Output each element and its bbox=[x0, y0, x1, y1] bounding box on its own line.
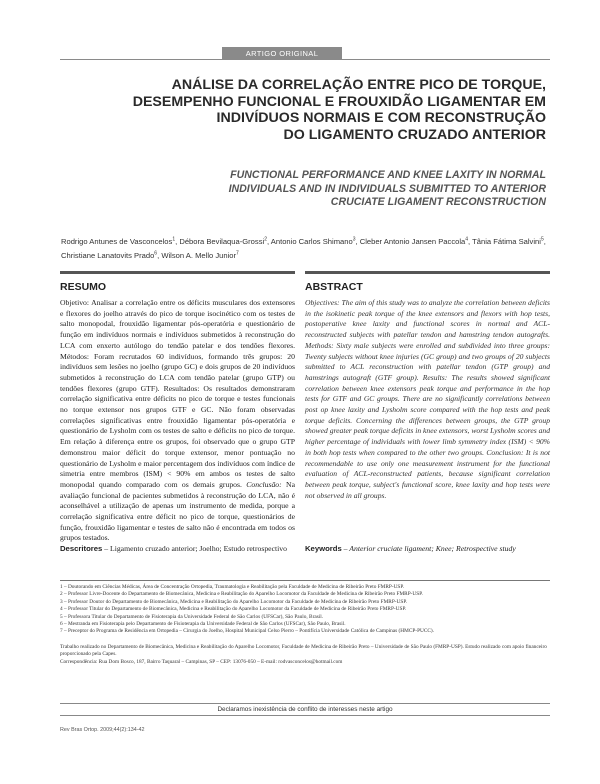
correspondence: Correspondência: Rua Dom Bosco, 187, Bairro Taquaral – Campinas, SP – CEP: 13076-050 – E-mail: rodvasconcelos@hotmail.com bbox=[60, 658, 343, 665]
subtitle-line: FUNCTIONAL PERFORMANCE AND KNEE LAXITY IN NORMAL bbox=[230, 169, 546, 181]
article-title bbox=[60, 77, 546, 143]
conclusion-label: Conclusão: bbox=[246, 479, 282, 489]
author: Rodrigo Antunes de Vasconcelos$^1$, bbox=[61, 236, 178, 246]
author: Cleber Antonio Jansen Paccola$^4$, bbox=[359, 236, 471, 246]
footnote: 4 – Professor Titular do Departamento de Biomecânica, Medicina e Reabilitação do Aparelho Locomotor da Faculdade de Medicina de Ribeirão Preto FMRP-USP. bbox=[60, 606, 407, 613]
work-note: Trabalho realizado no Departamento de Biomecânica, Medicina e Reabilitação do Aparelho Locomotor, Faculdade de Medicina de Ribeirão Preto – Universidade de São Paulo (FMRP-USP). Estudo realizado com apoio financeiro proporcionado pela Capes. bbox=[60, 644, 547, 658]
author-list bbox=[61, 233, 549, 262]
keywords-label: Descritores bbox=[60, 544, 103, 553]
title-line: DO LIGAMENTO CRUZADO ANTERIOR bbox=[283, 126, 546, 143]
keywords-label: Keywords bbox=[305, 544, 342, 553]
keywords-text: – Anterior cruciate ligament; Knee; Retrospective study bbox=[343, 544, 516, 553]
conclusion-text: Na avaliação funcional de pacientes submetidos à reconstrução do LCA, não é aconselhável a utilização de apenas um instrumento de medida, porque a correlação significativa entre déficit no pico de torque, questionários de função, frouxidão ligamentar e testes de salto não é encontrada em todos os grupos testados. bbox=[60, 479, 295, 543]
footnote: 7 – Preceptor do Programa de Residência em Ortopedia – Cirurgia do Joelho, Hospital Municipal Celso Pierro – Pontifícia Universidade Católica de Campinas (HMCP-PUCC). bbox=[60, 628, 434, 635]
journal-reference: Rev Bras Ortop. 2009;44(2):134-42 bbox=[60, 727, 145, 733]
author: Christiane Lanatovits Prado$^6$, bbox=[61, 250, 160, 261]
author: Tânia Fátima Salvini$^5$, bbox=[472, 236, 546, 246]
article-subtitle bbox=[60, 169, 546, 210]
footnote: 3 – Professor Doutor do Departamento de Biomecânica, Medicina e Reabilitação do Aparelho Locomotor da Faculdade de Medicina de Ribeirão Preto FMRP-USP. bbox=[60, 598, 408, 605]
abstract-heading: ABSTRACT bbox=[305, 281, 363, 293]
resumo-text: Objetivo: Analisar a correlação entre os déficits musculares dos extensores e flexores do joelho através do pico de torque isocinético com os testes de salto monopodal, frouxidão ligamentar pós-operatória e questionário de função em indivíduos normais e indivíduos submetidos à reconstrução do LCA com enxerto autólogo do tendão patelar e dos tendões flexores. Métodos: Foram recrutados 60 indivíduos, formando três grupos: 20 indivíduos sem lesões no joelho (grupo GC) e dois grupos de 20 indivíduos submetidos à reconstrução do LCA com tendão patelar (grupo GTP) ou tendões flexores (grupo GTF). Resultados: Os resultados demonstraram correlação significativa entre déficits no pico de torque e testes funcionais no torque extensor nos grupos GTF e GC. Não foram observadas correlações significativas entre frouxidão ligamentar pós-operatória e questionário de Lysholm com os testes de salto e déficits no pico de torque. Em relação à diferença entre os grupos, foi observado que o grupo GTP demonstrou maior déficit do torque extensor, menor pontuação no questionário de Lysholm e maior percentagem dos indivíduos com índice de simetria entre membros (ISM) < 90% em ambos os testes de salto monopodal quando comparado com os demais grupos. bbox=[60, 298, 295, 489]
resumo-body bbox=[60, 298, 295, 544]
footnote: 6 – Mestranda em Fisioterapia pelo Departamento de Fisioterapia da Universidade Federal de São Carlos (UFSCar), São Paulo, Brasil. bbox=[60, 621, 346, 628]
resumo-heading: RESUMO bbox=[60, 281, 107, 293]
abstract-keywords bbox=[305, 544, 550, 555]
abstract-rule bbox=[305, 271, 550, 274]
title-line: INDIVÍDUOS NORMAIS E COM RECONSTRUÇÃO bbox=[216, 110, 546, 126]
footnote: 1 – Doutorando em Ciências Médicas, Área de Concentração Ortopedia, Traumatologia e Reabilitação pela Faculdade de Medicina de Ribeirão Preto FMRP-USP. bbox=[60, 584, 405, 590]
conflict-statement: Declaramos inexistência de conflito de interesses neste artigo bbox=[60, 703, 550, 716]
footnotes bbox=[60, 584, 550, 636]
resumo-keywords bbox=[60, 544, 295, 555]
title-line: DESEMPENHO FUNCIONAL E FROUXIDÃO LIGAMENTAR EM bbox=[132, 93, 546, 110]
header-rule bbox=[60, 59, 550, 60]
abstract-body: Objectives: The aim of this study was to analyze the correlation between deficits in the isokinetic peak torque of the knee extensors and flexors with hop tests, postoperative knee laxity and functional scores in normal and ACL- reconstructed subjects with patellar tendon and hamstring tendon autografts. Methods: Sixty male subjects were enrolled and subdivided into three groups: Twenty subjects without knee injuries (GC group) and two groups of 20 subjects submitted to ACL reconstruction with patellar tendon (GTP group) and hamstrings autograft (GTF group). Results: The results showed significant correlation between knee extensors peak torque and performance in the hop tests for GTF and GC groups. There are no significantly correlations between post op knee laxity and Lysholm score compared with the hop tests and peak torque deficits. Concerning the differences between groups, the GTP group showed greater peak torque deficits in knee extensors, worst Lysholm scores and higher percentage of individuals with lower limb symmetry index (ISM) < 90% in both hop tests when compared to the other two groups. Conclusion: It is not recommendable to use only one measurement instrument for the functional evaluation of ACL-reconstructed patients, because significant correlation between peak torque, subject's functional score, knee laxity and hop tests were not observed in all groups. bbox=[305, 298, 550, 500]
title-line: ANÁLISE DA CORRELAÇÃO ENTRE PICO DE TORQUE, bbox=[171, 77, 546, 93]
work-notes bbox=[60, 644, 550, 666]
subtitle-line: CRUCIATE LIGAMENT RECONSTRUCTION bbox=[330, 196, 546, 208]
footnote-rule bbox=[60, 580, 550, 581]
author: Débora Bevilaqua-Grossi$^2$, bbox=[179, 236, 270, 246]
author: Wilson A. Mello Junior$^7$ bbox=[161, 250, 239, 261]
footnote: 5 – Professora Titular do Departamento de Fisioterapia da Universidade Federal de São Carlos (UFSCar), São Paulo, Brasil. bbox=[60, 613, 324, 620]
author: Antonio Carlos Shimano$^3$, bbox=[270, 236, 358, 246]
footnote: 2 – Professor Livre-Docente do Departamento de Biomecânica, Medicina e Reabilitação do Aparelho Locomotor da Faculdade de Medicina de Ribeirão Preto FMRP-USP. bbox=[60, 591, 423, 598]
subtitle-line: INDIVIDUALS AND IN INDIVIDUALS SUBMITTED TO ANTERIOR bbox=[228, 182, 546, 195]
keywords-text: – Ligamento cruzado anterior; Joelho; Estudo retrospectivo bbox=[104, 544, 287, 553]
resumo-rule bbox=[60, 271, 295, 274]
section-tag: ARTIGO ORIGINAL bbox=[222, 47, 342, 60]
